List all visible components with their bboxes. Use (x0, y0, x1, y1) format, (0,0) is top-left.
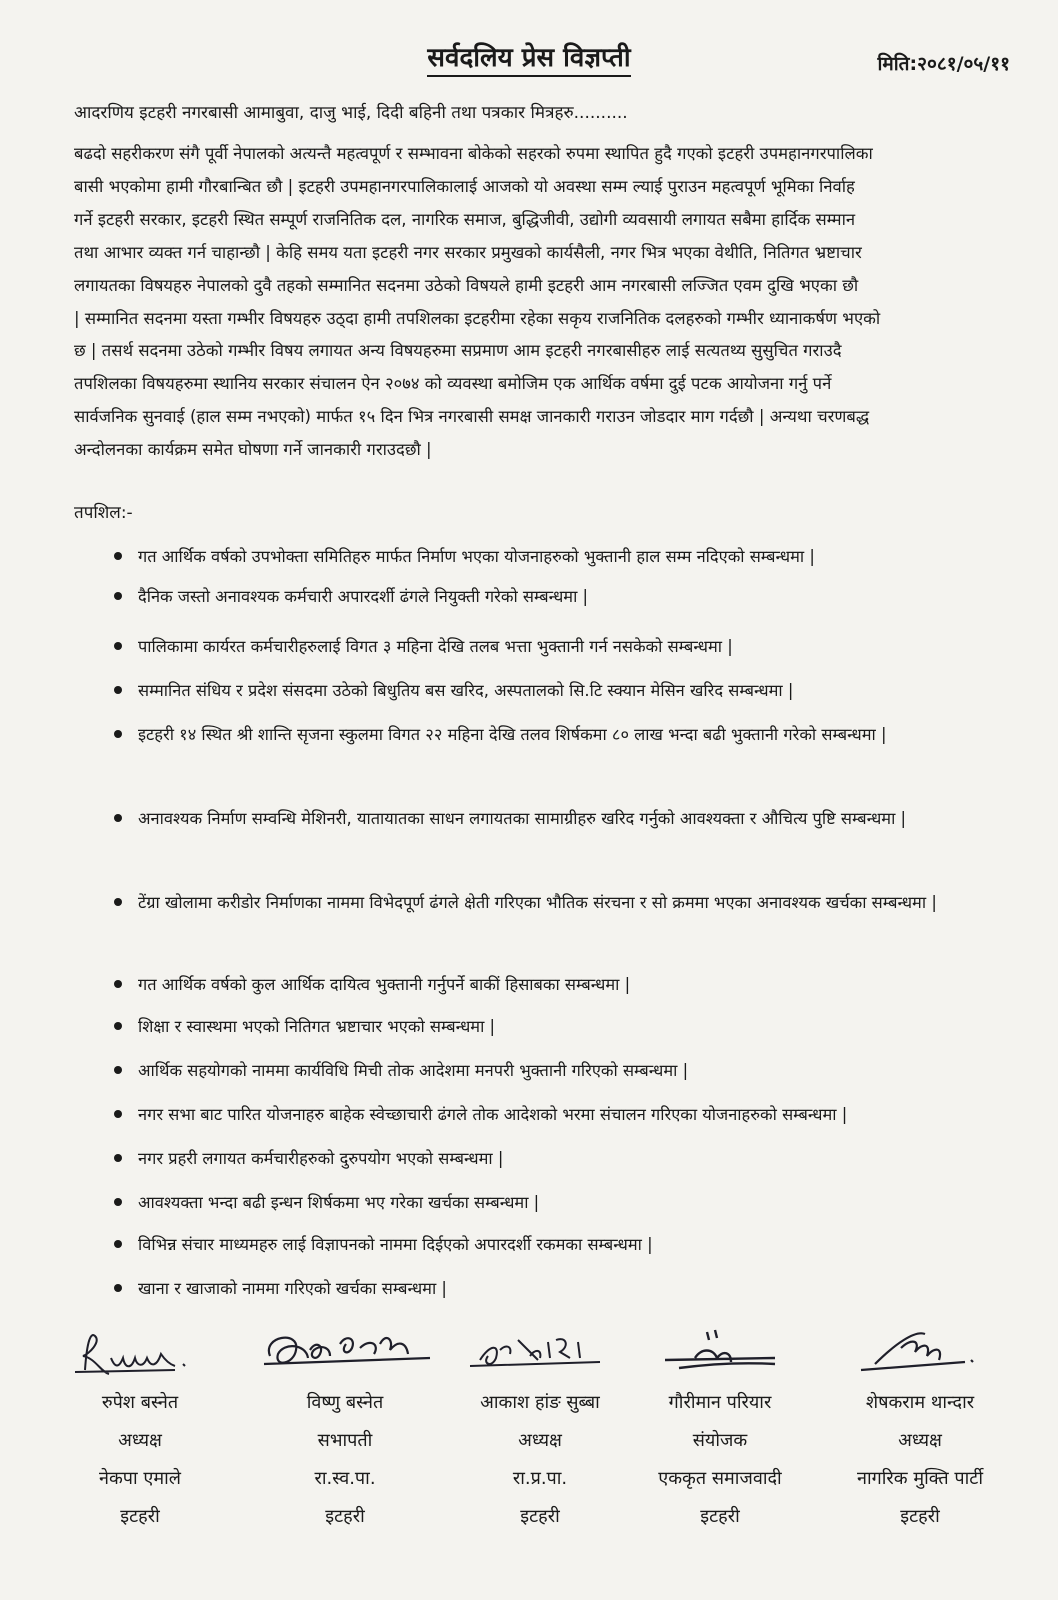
signatory-place: इटहरी (120, 1506, 160, 1527)
list-item-text: सम्मानित संधिय र प्रदेश संसदमा उठेको बिधुतिय बस खरिद, अस्पतालको सि.टि स्क्यान मेसिन खरिद सम्बन्धमा | (138, 681, 794, 700)
body-line: बढदो सहरीकरण संगै पूर्वी नेपालको अत्यन्तै महत्वपूर्ण र सम्भावना बोकेको सहरको रुपमा स्थापित हुदै गएको इटहरी उपमहानगरपालिका (74, 144, 873, 163)
document-date: मिति:२०८१/०५/११ (877, 53, 1010, 75)
bullet-icon (114, 1022, 122, 1030)
signatory-place: इटहरी (520, 1506, 560, 1527)
bullet-icon (114, 1066, 122, 1074)
body-line: गर्ने इटहरी सरकार, इटहरी स्थित सम्पूर्ण राजनितिक दल, नागरिक समाज, बुद्धिजीवी, उद्योगी व्यवसायी लगायत सबैमा हार्दिक सम्मान (74, 209, 856, 229)
list-item-text: आर्थिक सहयोगको नाममा कार्यविधि मिची तोक आदेशमा मनपरी भुक्तानी गरिएको सम्बन्धमा | (138, 1061, 689, 1080)
signatory-role: अध्यक्ष (118, 1430, 162, 1451)
signatory-party: नागरिक मुक्ति पार्टी (856, 1468, 984, 1489)
signature-mark (845, 1320, 995, 1384)
signatory (620, 1320, 820, 1536)
list-item-text: इटहरी १४ स्थित श्री शान्ति सृजना स्कुलमा विगत २२ महिना देखि तलव शिर्षकमा ८० लाख भन्दा बढी भुक्तानी गरेको सम्बन्धमा | (138, 725, 887, 744)
signatory-role: संयोजक (692, 1430, 748, 1451)
salutation: आदरणिय इटहरी नगरबासी आमाबुवा, दाजु भाई, दिदी बहिनी तथा पत्रकार मित्रहरु.......... (74, 103, 628, 123)
list-item-text: नगर प्रहरी लगायत कर्मचारीहरुको दुरुपयोग भएको सम्बन्धमा | (138, 1149, 504, 1168)
bullet-icon (114, 1110, 122, 1118)
signatory-party: एककृत समाजवादी (658, 1468, 782, 1489)
signatory-place: इटहरी (900, 1506, 940, 1527)
list-item-text: अनावश्यक निर्माण सम्वन्धि मेशिनरी, यातायातका साधन लगायतका सामाग्रीहरु खरिद गर्नुको आवश्यक्ता र औचित्य पुष्टि सम्बन्धमा | (138, 809, 907, 828)
signatory (50, 1320, 230, 1536)
document-title-text: सर्वदलिय प्रेस विज्ञप्ती (427, 43, 630, 77)
list-item-text: टेंग्रा खोलामा करीडोर निर्माणका नाममा विभेदपूर्ण ढंगले क्षेती गरिएका भौतिक संरचना र सो क्रममा भएका अनावश्यक खर्चका सम्बन्धमा | (138, 893, 937, 912)
signatory-place: इटहरी (700, 1506, 740, 1527)
signature-mark (250, 1320, 440, 1384)
signatory (820, 1320, 1020, 1536)
list-item-text: नगर सभा बाट पारित योजनाहरु बाहेक स्वेच्छाचारी ढंगले तोक आदेशको भरमा संचालन गरिएका योजनाहरुको सम्बन्धमा | (138, 1105, 848, 1124)
list-item-text: खाना र खाजाको नाममा गरिएको खर्चका सम्बन्धमा | (138, 1279, 447, 1298)
signatory-role: अध्यक्ष (518, 1430, 562, 1451)
signature-block (0, 1320, 1058, 1600)
signatory (440, 1320, 640, 1536)
signatory-party: रा.स्व.पा. (314, 1468, 376, 1489)
body-line: | सम्मानित सदनमा यस्ता गम्भीर विषयहरु उठ्दा हामी तपशिलका इटहरीमा रहेका सकृय राजनितिक दलहरुको गम्भीर ध्यानाकर्षण भएको (74, 308, 881, 328)
signatory-name: गौरीमान परियार (668, 1392, 772, 1413)
list-item-text: शिक्षा र स्वास्थमा भएको नितिगत भ्रष्टाचार भएको सम्बन्धमा | (138, 1017, 496, 1036)
bullet-icon (114, 730, 122, 738)
body-line: तथा आभार व्यक्त गर्न चाहान्छौ | केहि समय यता इटहरी नगर सरकार प्रमुखको कार्यसैली, नगर भित्र भएका वेथीति, नितिगत भ्रष्टाचार (74, 242, 862, 262)
list-item-text: आवश्यक्ता भन्दा बढी इन्धन शिर्षकमा भए गरेका खर्चका सम्बन्धमा | (138, 1193, 540, 1212)
signatory-name: आकाश हांङ सुब्बा (480, 1392, 600, 1413)
bullet-icon (114, 592, 122, 600)
bullet-icon (114, 1240, 122, 1248)
body-line: लगायतका विषयहरु नेपालको दुवै तहको सम्मानित सदनमा उठेको विषयले हामी इटहरी आम नगरबासी लज्जित एवम दुखि भएका छौ (74, 275, 859, 295)
bullet-icon (114, 642, 122, 650)
signature-mark (65, 1320, 215, 1384)
signatory-party: रा.प्र.पा. (512, 1468, 568, 1489)
list-item-text: गत आर्थिक वर्षको कुल आर्थिक दायित्व भुक्तानी गर्नुपर्ने बाकीं हिसाबका सम्बन्धमा | (138, 975, 631, 994)
list-item-text: विभिन्न संचार माध्यमहरु लाई विज्ञापनको नाममा दिईएको अपारदर्शी रकमका सम्बन्धमा | (138, 1235, 653, 1254)
body-line: छ | तसर्थ सदनमा उठेको गम्भीर विषय लगायत अन्य विषयहरुमा सप्रमाण आम इटहरी नगरबासीहरु लाई सत्यतथ्य सुसुचित गराउदै (74, 341, 842, 361)
signatory-name: रुपेश बस्नेत (101, 1392, 179, 1413)
list-item-text: गत आर्थिक वर्षको उपभोक्ता समितिहरु मार्फत निर्माण भएका योजनाहरुको भुक्तानी हाल सम्म नदिएको सम्बन्धमा | (138, 547, 815, 566)
signatory (250, 1320, 440, 1536)
bullet-icon (114, 686, 122, 694)
bullet-icon (114, 1198, 122, 1206)
body-line: अन्दोलनका कार्यक्रम समेत घोषणा गर्ने जानकारी गराउदछौ | (74, 440, 432, 460)
bullet-icon (114, 980, 122, 988)
list-item-text: पालिकामा कार्यरत कर्मचारीहरुलाई विगत ३ महिना देखि तलब भत्ता भुक्तानी गर्न नसकेको सम्बन्धमा | (138, 637, 733, 656)
body-line: सार्वजनिक सुनवाई (हाल सम्म नभएको) मार्फत १५ दिन भित्र नगरबासी समक्ष जानकारी गराउन जोडदार माग गर्दछौ | अन्यथा चरणबद्ध (74, 407, 870, 427)
signatory-party: नेकपा एमाले (98, 1468, 181, 1489)
signatory-name: शेषकराम थान्दार (865, 1392, 975, 1413)
signatory-role: अध्यक्ष (898, 1430, 942, 1451)
bullet-icon (114, 552, 122, 560)
list-heading: तपशिल:- (74, 503, 133, 523)
signatory-place: इटहरी (325, 1506, 365, 1527)
list-item-text: दैनिक जस्तो अनावश्यक कर्मचारी अपारदर्शी ढंगले नियुक्ती गरेको सम्बन्धमा | (138, 587, 589, 606)
bullet-icon (114, 898, 122, 906)
bullet-icon (114, 814, 122, 822)
signatory-role: सभापती (317, 1430, 373, 1451)
bullet-icon (114, 1284, 122, 1292)
signature-mark (645, 1320, 795, 1384)
body-line: बासी भएकोमा हामी गौरबान्बित छौ | इटहरी उपमहानगरपालिकालाई आजको यो अवस्था सम्म ल्याई पुराउन महत्वपूर्ण भूमिका निर्वाह (74, 176, 855, 196)
body-line: तपशिलका विषयहरुमा स्थानिय सरकार संचालन ऐन २०७४ को व्यवस्था बमोजिम एक आर्थिक वर्षमा दुई पटक आयोजना गर्नु पर्ने (74, 374, 832, 394)
bullet-icon (114, 1154, 122, 1162)
signature-mark (460, 1320, 620, 1384)
signatory-name: विष्णु बस्नेत (306, 1392, 384, 1413)
body-paragraph (74, 138, 1014, 467)
